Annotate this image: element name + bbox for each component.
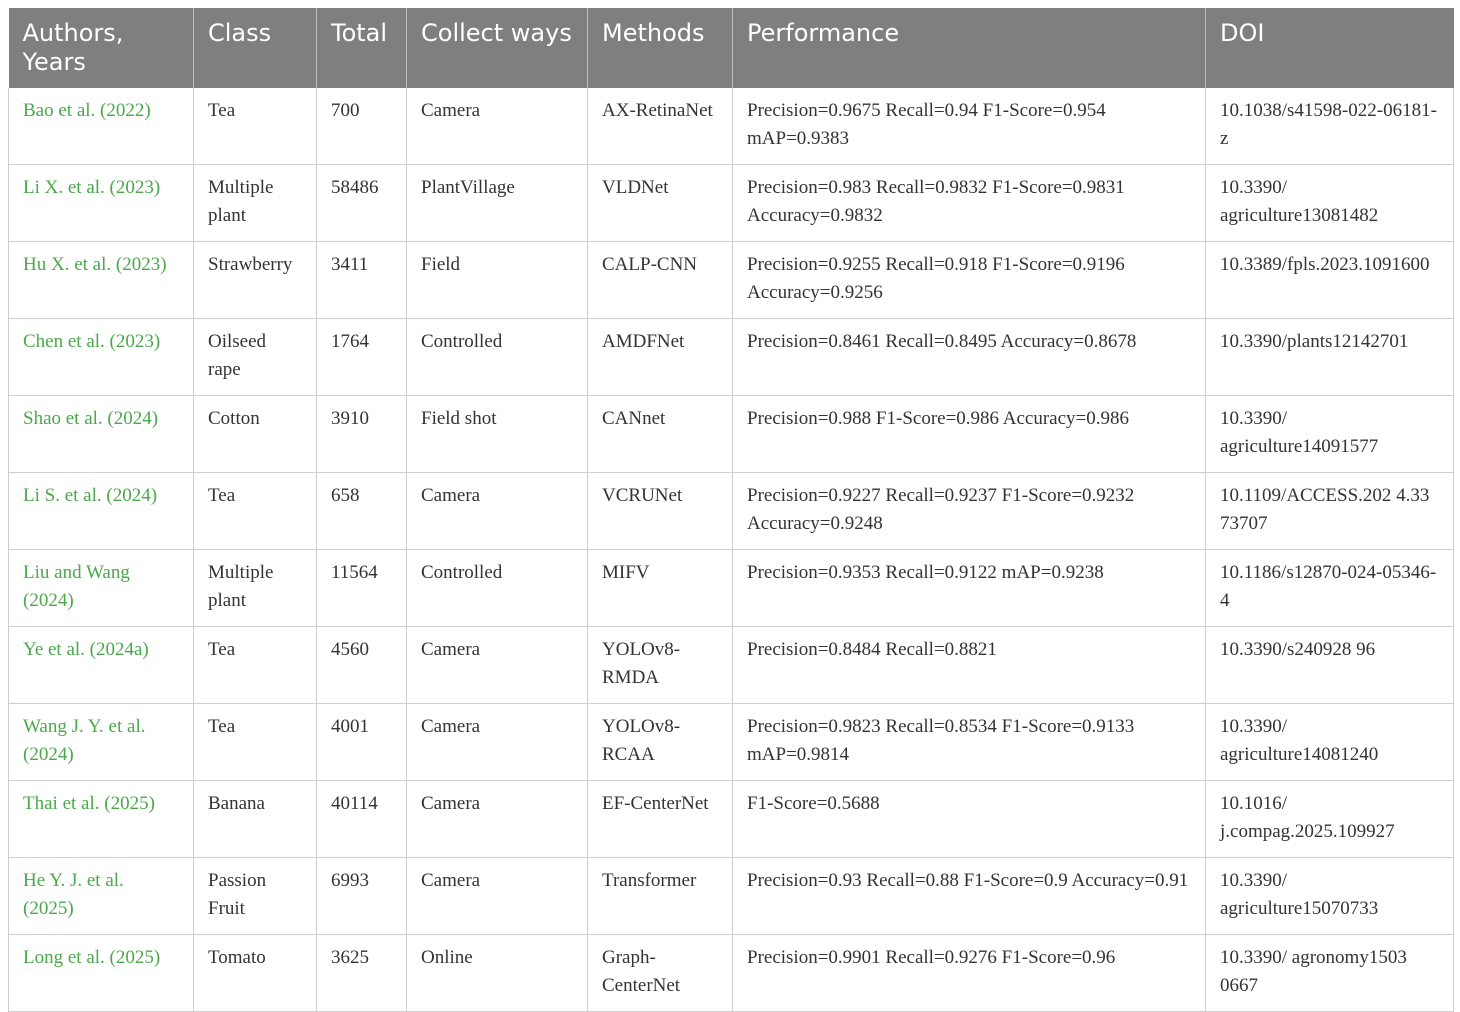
header-authors-years: Authors, Years xyxy=(9,8,194,88)
cell-doi: 10.1186/s12870-024-05346-4 xyxy=(1206,550,1454,627)
cell-methods: Graph-CenterNet xyxy=(588,935,733,1012)
cell-performance: Precision=0.9823 Recall=0.8534 F1-Score=0.9133 mAP=0.9814 xyxy=(733,704,1206,781)
table-row xyxy=(9,242,1454,319)
cell-methods: AX-RetinaNet xyxy=(588,88,733,165)
cell-class: Cotton xyxy=(194,396,317,473)
cell-collect-ways: Camera xyxy=(407,858,588,935)
cell-collect-ways: Camera xyxy=(407,781,588,858)
cell-performance: Precision=0.93 Recall=0.88 F1-Score=0.9 Accuracy=0.91 xyxy=(733,858,1206,935)
table-row xyxy=(9,781,1454,858)
cell-performance: Precision=0.9255 Recall=0.918 F1-Score=0.9196 Accuracy=0.9256 xyxy=(733,242,1206,319)
cell-total: 6993 xyxy=(317,858,407,935)
cell-performance: Precision=0.9227 Recall=0.9237 F1-Score=0.9232 Accuracy=0.9248 xyxy=(733,473,1206,550)
table-row xyxy=(9,704,1454,781)
cell-authors-link[interactable]: Bao et al. (2022) xyxy=(9,88,194,165)
cell-methods: AMDFNet xyxy=(588,319,733,396)
header-class: Class xyxy=(194,8,317,88)
cell-authors-link[interactable]: Thai et al. (2025) xyxy=(9,781,194,858)
cell-class: Tea xyxy=(194,627,317,704)
cell-methods: EF-CenterNet xyxy=(588,781,733,858)
cell-total: 1764 xyxy=(317,319,407,396)
cell-performance: Precision=0.8484 Recall=0.8821 xyxy=(733,627,1206,704)
cell-doi: 10.3390/ agriculture15070733 xyxy=(1206,858,1454,935)
table-row xyxy=(9,858,1454,935)
cell-methods: CANnet xyxy=(588,396,733,473)
cell-total: 11564 xyxy=(317,550,407,627)
cell-doi: 10.1109/ACCESS.202 4.33 73707 xyxy=(1206,473,1454,550)
cell-class: Strawberry xyxy=(194,242,317,319)
cell-doi: 10.3390/ agriculture14091577 xyxy=(1206,396,1454,473)
cell-performance: Precision=0.8461 Recall=0.8495 Accuracy=0.8678 xyxy=(733,319,1206,396)
cell-total: 658 xyxy=(317,473,407,550)
cell-total: 3411 xyxy=(317,242,407,319)
table-row xyxy=(9,319,1454,396)
cell-authors-link[interactable]: Hu X. et al. (2023) xyxy=(9,242,194,319)
cell-total: 58486 xyxy=(317,165,407,242)
cell-collect-ways: Camera xyxy=(407,704,588,781)
cell-collect-ways: Field xyxy=(407,242,588,319)
cell-collect-ways: PlantVillage xyxy=(407,165,588,242)
cell-performance: Precision=0.983 Recall=0.9832 F1-Score=0.9831 Accuracy=0.9832 xyxy=(733,165,1206,242)
cell-class: Tea xyxy=(194,704,317,781)
cell-authors-link[interactable]: Li S. et al. (2024) xyxy=(9,473,194,550)
literature-table-container xyxy=(8,8,1453,1012)
cell-authors-link[interactable]: Shao et al. (2024) xyxy=(9,396,194,473)
cell-methods: VLDNet xyxy=(588,165,733,242)
cell-doi: 10.3390/plants12142701 xyxy=(1206,319,1454,396)
cell-methods: MIFV xyxy=(588,550,733,627)
cell-collect-ways: Controlled xyxy=(407,550,588,627)
table-row xyxy=(9,88,1454,165)
cell-class: Multiple plant xyxy=(194,550,317,627)
cell-performance: F1-Score=0.5688 xyxy=(733,781,1206,858)
cell-class: Multiple plant xyxy=(194,165,317,242)
cell-doi: 10.3389/fpls.2023.1091600 xyxy=(1206,242,1454,319)
cell-class: Tomato xyxy=(194,935,317,1012)
cell-methods: YOLOv8-RCAA xyxy=(588,704,733,781)
cell-performance: Precision=0.9353 Recall=0.9122 mAP=0.9238 xyxy=(733,550,1206,627)
cell-doi: 10.3390/ agriculture14081240 xyxy=(1206,704,1454,781)
cell-collect-ways: Online xyxy=(407,935,588,1012)
cell-doi: 10.1038/s41598-022-06181-z xyxy=(1206,88,1454,165)
cell-collect-ways: Camera xyxy=(407,473,588,550)
cell-total: 4001 xyxy=(317,704,407,781)
cell-authors-link[interactable]: Ye et al. (2024a) xyxy=(9,627,194,704)
cell-class: Banana xyxy=(194,781,317,858)
cell-performance: Precision=0.9901 Recall=0.9276 F1-Score=0.96 xyxy=(733,935,1206,1012)
cell-class: Oilseed rape xyxy=(194,319,317,396)
cell-total: 40114 xyxy=(317,781,407,858)
cell-authors-link[interactable]: Chen et al. (2023) xyxy=(9,319,194,396)
cell-authors-link[interactable]: Liu and Wang (2024) xyxy=(9,550,194,627)
cell-methods: YOLOv8-RMDA xyxy=(588,627,733,704)
header-performance: Performance xyxy=(733,8,1206,88)
cell-collect-ways: Controlled xyxy=(407,319,588,396)
cell-performance: Precision=0.988 F1-Score=0.986 Accuracy=0.986 xyxy=(733,396,1206,473)
header-collect-ways: Collect ways xyxy=(407,8,588,88)
cell-doi: 10.3390/ agronomy1503 0667 xyxy=(1206,935,1454,1012)
cell-collect-ways: Field shot xyxy=(407,396,588,473)
table-row xyxy=(9,935,1454,1012)
cell-doi: 10.3390/ agriculture13081482 xyxy=(1206,165,1454,242)
cell-methods: CALP-CNN xyxy=(588,242,733,319)
cell-authors-link[interactable]: He Y. J. et al. (2025) xyxy=(9,858,194,935)
cell-total: 700 xyxy=(317,88,407,165)
literature-table xyxy=(8,8,1454,1012)
cell-collect-ways: Camera xyxy=(407,88,588,165)
cell-total: 3910 xyxy=(317,396,407,473)
cell-methods: VCRUNet xyxy=(588,473,733,550)
table-row xyxy=(9,473,1454,550)
header-methods: Methods xyxy=(588,8,733,88)
cell-class: Tea xyxy=(194,88,317,165)
table-row xyxy=(9,627,1454,704)
header-doi: DOI xyxy=(1206,8,1454,88)
table-header-row xyxy=(9,8,1454,88)
cell-class: Passion Fruit xyxy=(194,858,317,935)
table-row xyxy=(9,550,1454,627)
header-total: Total xyxy=(317,8,407,88)
cell-authors-link[interactable]: Wang J. Y. et al. (2024) xyxy=(9,704,194,781)
table-row xyxy=(9,165,1454,242)
cell-doi: 10.3390/s240928 96 xyxy=(1206,627,1454,704)
table-row xyxy=(9,396,1454,473)
cell-total: 4560 xyxy=(317,627,407,704)
cell-collect-ways: Camera xyxy=(407,627,588,704)
cell-total: 3625 xyxy=(317,935,407,1012)
cell-performance: Precision=0.9675 Recall=0.94 F1-Score=0.954 mAP=0.9383 xyxy=(733,88,1206,165)
cell-authors-link[interactable]: Long et al. (2025) xyxy=(9,935,194,1012)
cell-class: Tea xyxy=(194,473,317,550)
cell-methods: Transformer xyxy=(588,858,733,935)
cell-authors-link[interactable]: Li X. et al. (2023) xyxy=(9,165,194,242)
cell-doi: 10.1016/ j.compag.2025.109927 xyxy=(1206,781,1454,858)
